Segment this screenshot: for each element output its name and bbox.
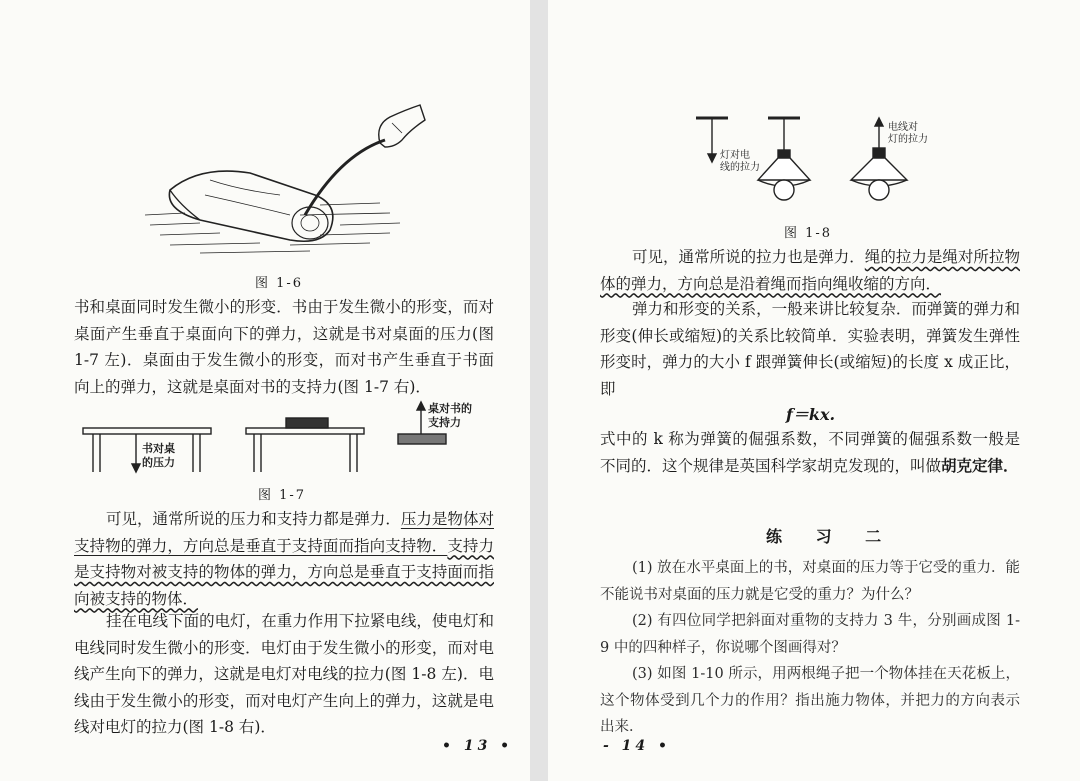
exercise-item-1: (1) 放在水平桌面上的书，对桌面的压力等于它受的重力．能不能说书对桌面的压力就是它受的重力？为什么？ [600, 560, 1020, 603]
book-gutter [530, 0, 548, 781]
figure-1-7-label-left-line1: 书对桌 [142, 442, 175, 455]
figure-1-8-caption: 图 1-8 [784, 226, 833, 241]
figure-1-6-caption: 图 1-6 [255, 276, 304, 291]
right-paragraph-3 [600, 426, 1020, 479]
right-paragraph-3-text: 式中的 k 称为弹簧的倔强系数，不同弹簧的倔强系数一般是不同的．这个规律是英国科学家胡克发现的，叫做 [600, 430, 1020, 475]
hookes-law-term: 胡克定律． [941, 455, 1019, 475]
left-page-number: • 13 • [442, 738, 514, 754]
figure-1-8-lamp-wire-illustration [696, 110, 1036, 215]
left-paragraph-3: 挂在电线下面的电灯，在重力作用下拉紧电线，使电灯和电线同时发生微小的形变．电灯由于发生微小的形变，而对电线产生向下的弹力，这就是电灯对电线的拉力(图 1-8 左)．电线由于发生微小的形变，而对电灯产生向上的弹力，这就是电线对电灯的拉力(图 1-8 右)． [74, 612, 494, 736]
right-paragraph-2: 弹力和形变的关系，一般来讲比较复杂．而弹簧的弹力和形变(伸长或缩短)的关系比较简单．实验表明，弹簧发生弹性形变时，弹力的大小 f 跟弹簧伸长(或缩短)的长度 x 成正比，即 [600, 300, 1020, 398]
figure-1-7-caption: 图 1-7 [258, 488, 307, 503]
figure-1-7-label-right-line2: 支持力 [428, 416, 461, 429]
support-force-definition: 支持力是支持物对被支持的物体的弹力，方向总是垂直于支持面而指向被支持的物体． [74, 536, 494, 608]
right-page [548, 0, 1080, 781]
left-paragraph-2 [74, 506, 494, 612]
figure-1-8-label-right-line2: 灯的拉力 [888, 134, 928, 145]
right-paragraph-1-intro: 可见，通常所说的拉力也是弹力． [632, 248, 865, 266]
figure-1-8-label-left-line1: 灯对电 [720, 150, 750, 161]
figure-1-7-label-left-line2: 的压力 [142, 456, 175, 469]
left-page [0, 0, 530, 781]
figure-1-7-label-right-line1: 桌对书的 [428, 402, 472, 415]
exercise-heading: 练 习 二 [766, 527, 896, 546]
left-paragraph-1: 书和桌面同时发生微小的形变．书由于发生微小的形变，而对桌面产生垂直于桌面向下的弹力，这就是书对桌面的压力(图 1-7 左)．桌面由于发生微小的形变，而对书产生垂直于书面向上的弹力，这就是桌面对书的支持力(图 1-7 右)． [74, 298, 494, 396]
left-paragraph-2-intro: 可见，通常所说的压力和支持力都是弹力． [106, 510, 401, 528]
figure-1-8-label-right-line1: 电线对 [888, 122, 918, 133]
figure-1-6-book-pressing-illustration [140, 95, 430, 265]
pressure-definition: 压力是物体对支持物的弹力，方向总是垂直于支持面而指向支持物． [74, 510, 494, 555]
hookes-law-formula: f＝kx. [786, 405, 836, 424]
figure-1-8-label-left-line2: 线的拉力 [720, 162, 760, 173]
figure-1-7-pressure-support-illustration [78, 400, 498, 480]
exercise-item-2: (2) 有四位同学把斜面对重物的支持力 3 牛，分别画成图 1-9 中的四种样子，你说哪个图画得对？ [600, 613, 1020, 656]
exercise-item-3: (3) 如图 1-10 所示，用两根绳子把一个物体挂在天花板上，这个物体受到几个力的作用？指出施力物体，并把力的方向表示出来． [600, 666, 1020, 735]
right-page-number: - 14 • [603, 738, 671, 754]
tension-definition: 绳的拉力是绳对所拉物体的弹力，方向总是沿着绳而指向绳收缩的方向． [600, 248, 1020, 293]
right-paragraph-1 [600, 244, 1020, 297]
